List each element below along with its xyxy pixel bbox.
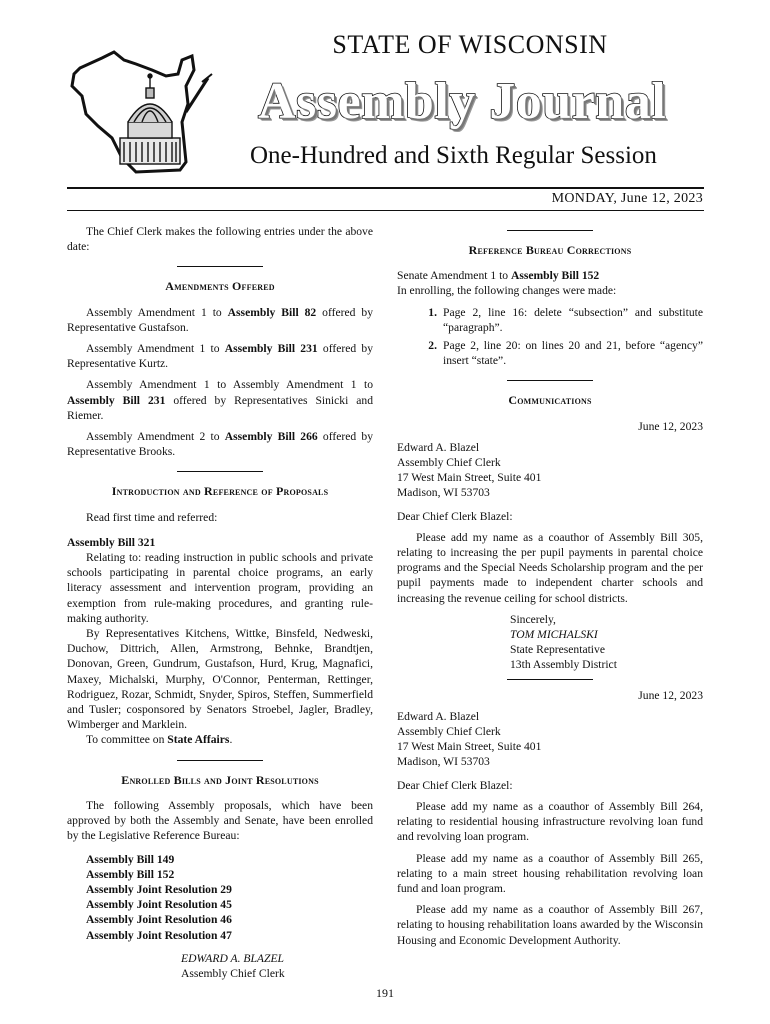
letter-salutation: Dear Chief Clerk Blazel: (397, 509, 513, 523)
introduction-heading: Introduction and Reference of Proposals (111, 484, 329, 499)
list-item: Assembly Bill 149 (86, 852, 175, 866)
letter-body: Please add my name as a coauthor of Assembly Bill 264, relating to residential housing infrastructure revolving loan fund and revolving loan program. (397, 799, 703, 844)
list-item: Assembly Joint Resolution 46 (86, 913, 232, 927)
amendment-entry: Assembly Amendment 1 to Assembly Bill 82 offered by Representative Gustafson. (67, 305, 373, 334)
list-item: 1. Page 2, line 16: delete “subsection” and substitute “paragraph”. (428, 305, 703, 334)
amendment-entry: Assembly Amendment 2 to Assembly Bill 266 offered by Representative Brooks. (67, 430, 373, 459)
reference-bureau-heading: Reference Bureau Corrections (468, 243, 632, 257)
enrolled-list (86, 852, 373, 943)
section-divider (177, 471, 263, 472)
committee-referral: To committee on State Affairs. (86, 733, 233, 747)
letter-date: June 12, 2023 (638, 419, 703, 433)
ref-enrolling: In enrolling, the following changes were made: (397, 284, 617, 298)
section-divider (177, 266, 263, 267)
wisconsin-capitol-emblem-icon (62, 30, 222, 190)
bill-title: Assembly Bill 321 (67, 535, 156, 549)
amendment-entry: Assembly Amendment 1 to Assembly Amendment 1 to Assembly Bill 231 offered by Representatives Sinicki and Riemer. (67, 378, 374, 422)
section-divider (507, 230, 593, 231)
letter-signer-name: TOM MICHALSKI (510, 628, 598, 642)
letter-signer-title: State Representative (510, 643, 605, 657)
section-divider (177, 760, 263, 761)
signature-title: Assembly Chief Clerk (181, 966, 285, 980)
intro-text: The Chief Clerk makes the following entries under the above date: (67, 225, 373, 254)
list-item: Assembly Bill 152 (86, 867, 175, 881)
list-item: 2. Page 2, line 20: on lines 20 and 21, before “agency” insert “state”. (428, 339, 703, 368)
state-title: STATE OF WISCONSIN (332, 30, 608, 59)
session-title: One-Hundred and Sixth Regular Session (250, 142, 657, 169)
bill-relating: Relating to: reading instruction in public schools and private schools participating in parental choice programs, an early literacy assessment and intervention program, providing an exemption from rule-making procedures, and granting rule-making authority. (67, 551, 373, 625)
amendments-offered-heading: Amendments Offered (165, 279, 275, 294)
list-item: Assembly Joint Resolution 47 (86, 928, 232, 942)
correction-list (397, 305, 703, 369)
masthead (0, 0, 770, 206)
left-column (67, 224, 373, 981)
letter-body: Please add my name as a coauthor of Assembly Bill 305, relating to increasing the per pupil payments in parental choice programs and the Special Needs Scholarship program and the per pupil payments made to independent charter schools and increasing the revenue ceiling for school districts. (397, 530, 703, 605)
header-rule (67, 187, 704, 189)
section-divider (507, 679, 593, 680)
read-first-text: Read first time and referred: (86, 510, 218, 524)
enrolled-heading: Enrolled Bills and Joint Resolutions (121, 772, 319, 787)
right-column (397, 224, 703, 954)
letter-signer-district: 13th Assembly District (510, 658, 617, 672)
date-rule (67, 210, 704, 211)
section-divider (507, 380, 593, 381)
list-item: Assembly Joint Resolution 45 (86, 898, 232, 912)
letter-address: Edward A. Blazel Assembly Chief Clerk 17 West Main Street, Suite 401 Madison, WI 53703 (397, 440, 542, 500)
bill-sponsors: By Representatives Kitchens, Wittke, Binsfeld, Nedweski, Duchow, Dittrich, Allen, Armstrong, Behnke, Brandtjen, Donovan, Green, Gundrum, Gustafson, Hurd, Krug, Magnafici, Maxey, Michalski, Murphy, O'Connor, Penterman, Rettinger, Rodriguez, Rozar, Schmidt, Snyder, Spiros, Steffen, Summerfield and Tusler; cosponsored by Senators Stroebel, Jagler, Bradley, Wimberger and Marklein. (67, 627, 373, 732)
letter-closing: Sincerely, (510, 612, 556, 626)
journal-date: MONDAY, June 12, 2023 (551, 191, 703, 206)
amendment-entry: Assembly Amendment 1 to Assembly Bill 231 offered by Representative Kurtz. (67, 342, 373, 371)
letter-salutation: Dear Chief Clerk Blazel: (397, 778, 513, 792)
journal-title: Assembly Journal (258, 73, 667, 130)
communications-heading: Communications (508, 393, 592, 408)
letter-date: June 12, 2023 (638, 688, 703, 702)
list-item: Assembly Joint Resolution 29 (86, 882, 232, 896)
ref-amendment: Senate Amendment 1 to Assembly Bill 152 (397, 269, 600, 283)
letter-body: Please add my name as a coauthor of Assembly Bill 265, relating to a main street housing rehabilitation revolving loan fund and loan program. (397, 851, 703, 895)
signature-name: EDWARD A. BLAZEL (181, 951, 284, 965)
page-number: 191 (376, 986, 394, 1000)
letter-body: Please add my name as a coauthor of Assembly Bill 267, relating to housing rehabilitation loans awarded by the Wisconsin Housing and Economic Development Authority. (397, 903, 703, 947)
letter-address: Edward A. Blazel Assembly Chief Clerk 17 West Main Street, Suite 401 Madison, WI 53703 (397, 709, 542, 769)
enrolled-text: The following Assembly proposals, which have been approved by both the Assembly and Senate, have been enrolled by the Legislative Reference Bureau: (67, 798, 373, 843)
